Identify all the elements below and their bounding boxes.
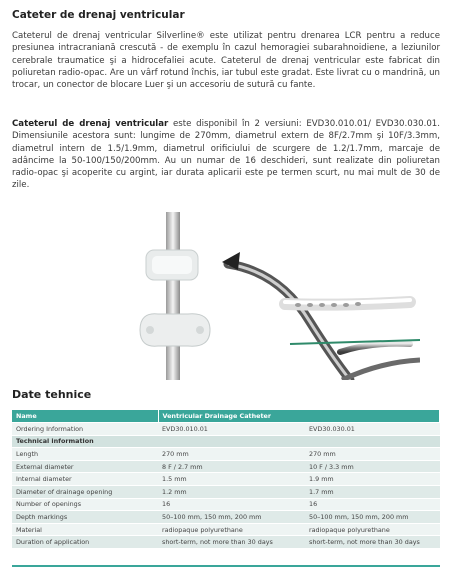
table-cell: Length (12, 448, 158, 461)
table-row (12, 448, 440, 461)
table-header-row (12, 410, 440, 423)
table-cell: 1.7 mm (305, 486, 440, 499)
table-cell: EVD30.030.01 (305, 423, 440, 436)
table-row (12, 511, 440, 524)
table-cell: Internal diameter (12, 473, 158, 486)
table-cell: 10 F / 3.3 mm (305, 460, 440, 473)
table-cell: radiopaque polyurethane (158, 523, 305, 536)
table-cell: short-term, not more than 30 days (158, 536, 305, 549)
table-cell: 1.2 mm (158, 486, 305, 499)
table-subheading: Technical information (12, 435, 440, 448)
table-header-cell: Name (12, 410, 158, 423)
table-cell: 270 mm (158, 448, 305, 461)
table-cell: Material (12, 523, 158, 536)
table-row (12, 536, 440, 549)
technical-data-table (12, 410, 440, 549)
table-cell: 1.5 mm (158, 473, 305, 486)
table-cell: Number of openings (12, 498, 158, 511)
table-cell: 1.9 mm (305, 473, 440, 486)
table-header-cell: Ventricular Drainage Catheter (158, 410, 440, 423)
table-bottom-rule (12, 565, 440, 567)
table-row (12, 460, 440, 473)
table-row (12, 498, 440, 511)
catheter-product-photo (110, 212, 420, 380)
table-cell: External diameter (12, 460, 158, 473)
table-row (12, 473, 440, 486)
table-subheading-row (12, 435, 440, 448)
table-cell: Depth markings (12, 511, 158, 524)
table-row (12, 523, 440, 536)
page-title: Cateter de drenaj ventricular (12, 9, 185, 21)
intro-paragraph: Cateterul de drenaj ventricular Silverline® este utilizat pentru drenarea LCR pentru a reduce presiunea intracraniană crescută - de exemplu în cazul hemoragiei subarahnoidiene, a leziunilor cerebrale traumatice şi a hidrocefaliei acute. Cateterul de drenaj ventricular este fabricat din poliuretan radio-opac. Are un vârf rotund închis, iar tubul este gradat. Este livrat cu o mandrină, un trocar, un conector de blocare Luer şi un accesoriu de sutură cu fante. (12, 31, 440, 91)
table-cell: Diameter of drainage opening (12, 486, 158, 499)
section-title: Date tehnice (12, 388, 92, 401)
versions-paragraph-bold: Cateterul de drenaj ventricular (12, 119, 169, 129)
versions-paragraph-text: este disponibil în 2 versiuni: EVD30.010.01/ EVD30.030.01. Dimensiunile acestora sunt: lungime de 270mm, diametrul extern de 8F/2.7mm şi 10F/3.3mm, diametrul intern de 1.5/1.9mm, diametrul orificiului de scurgere de 1.2/1.7mm, marcaje de adâncime la 50-100/150/200mm. Au un numar de 16 deschideri, sunt realizate din poliuretan radio-opac şi acoperite cu argint, iar durata aplicarii este pe termen scurt, nu mai mult de 30 de zile. (12, 119, 440, 191)
table-cell: short-term, not more than 30 days (305, 536, 440, 549)
table-cell: 270 mm (305, 448, 440, 461)
table-cell: 16 (305, 498, 440, 511)
table-cell: 8 F / 2.7 mm (158, 460, 305, 473)
table-cell: Ordering Information (12, 423, 158, 436)
table-cell: 50–100 mm, 150 mm, 200 mm (305, 511, 440, 524)
table-row (12, 423, 440, 436)
versions-paragraph (12, 118, 440, 192)
table-cell: 50–100 mm, 150 mm, 200 mm (158, 511, 305, 524)
table-cell: radiopaque polyurethane (305, 523, 440, 536)
table-cell: Duration of application (12, 536, 158, 549)
table-cell: 16 (158, 498, 305, 511)
table-cell: EVD30.010.01 (158, 423, 305, 436)
table-row (12, 486, 440, 499)
